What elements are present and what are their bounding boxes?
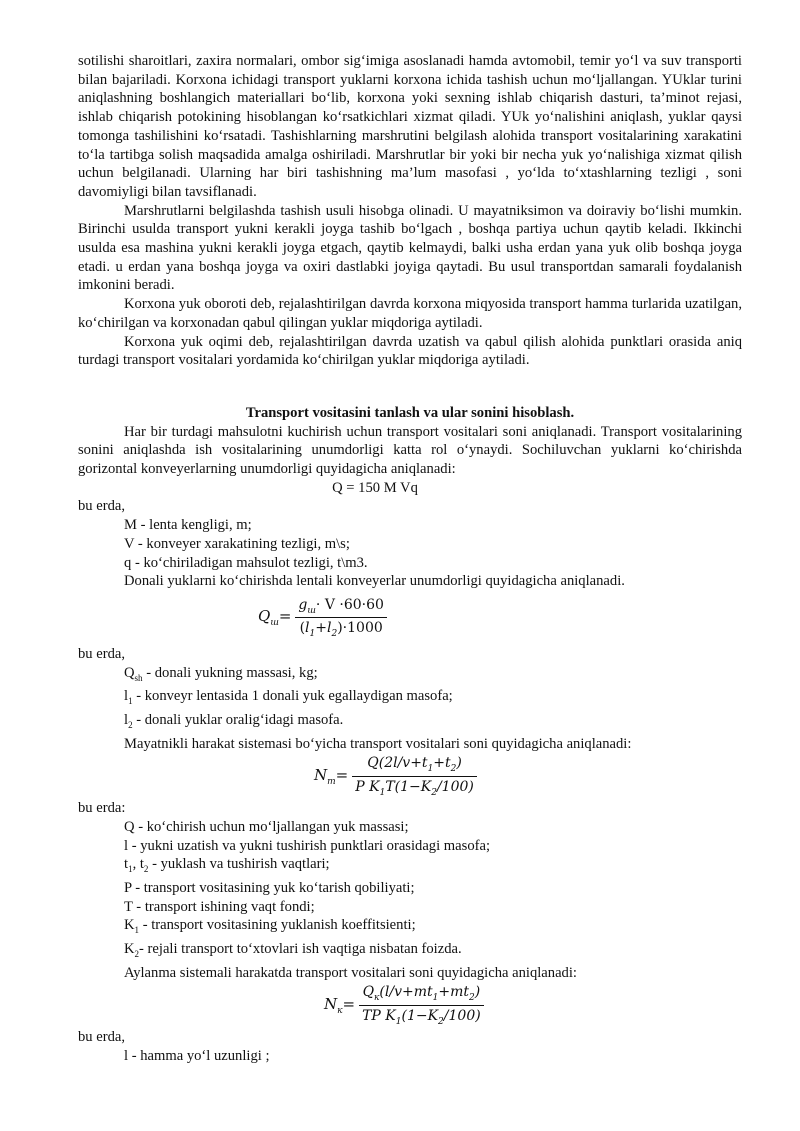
document-page (78, 52, 742, 1066)
formula-pendulum (78, 753, 742, 799)
definition-item: V - konveyer xarakatining tezligi, m\s; (124, 535, 350, 552)
definition-item: M - lenta kengligi, m; (124, 517, 252, 534)
paragraph: Donali yuklarni ko‘chirishda lentali konveyerlar unumdorligi quyidagicha aniqlanadi. (124, 573, 625, 590)
definition-item: T - transport ishining vaqt fondi; (124, 898, 315, 915)
definition-item: $l_1$ - konveyr lentasida 1 donali yuk egallaydigan masofa; (124, 688, 453, 707)
bu-erda-label: bu erda, (78, 645, 126, 662)
formula-lhs: $N_m=$ (314, 765, 349, 787)
formula-piece-conveyor (78, 591, 742, 645)
paragraph: Mayatnikli harakat sistemasi bo‘yicha transport vositalari soni quyidagicha aniqlanadi: (124, 735, 632, 752)
definition-item: l - yukni uzatish va yukni tushirish punktlari orasidagi masofa; (124, 837, 491, 854)
bu-erda-label: bu erda, (78, 498, 126, 515)
paragraph: Har bir turdagi mahsulotni kuchirish uchun transport vositalari soni aniqlanadi. Transport vositalarining sonini aniqlashda ish vositalarining unumdorligi katta rol o‘ynaydi. Sochiluvchan yuklarni ko‘chirishda gorizontal konveyerlarning unumdorligi quyidagicha aniqlanadi: (78, 423, 742, 478)
definition-item: $t_1$, $t_2$ - yuklash va tushirish vaqtlari; (124, 856, 330, 875)
formula-fraction: $\frac{g_ш\cdot V \cdot 60\cdot 60}{(l_1+l_2)\cdot 1000}$ (295, 597, 387, 640)
definition-item: Q - ko‘chirish uchun mo‘ljallangan yuk massasi; (124, 818, 409, 835)
definition-item: $K_2-$ rejali transport to‘xtovlari ish vaqtiga nisbatan foizda. (124, 940, 462, 959)
bu-erda-label: bu erda, (78, 1029, 126, 1046)
definition-item: q - ko‘chiriladigan mahsulot tezligi, t\m3. (124, 554, 368, 571)
definition-item: l - hamma yo‘l uzunligi ; (124, 1047, 270, 1064)
formula-lhs: $Q_ш=$ (258, 607, 292, 629)
formula-fraction: $\frac{Q_к(l/v+mt_1+mt_2)}{TP K_1(1-K_2/100)}$ (359, 984, 484, 1027)
section-heading: Transport vositasini tanlash va ular sonini hisoblash. (245, 404, 575, 421)
formula-fraction: $\frac{Q(2l/v+t_1+t_2)}{P K_1T(1-K_2/100)}$ (352, 755, 477, 798)
definition-item: $Q_{sh}$ - donali yukning massasi, kg; (124, 664, 318, 683)
formula-circular (78, 982, 742, 1028)
paragraph: Aylanma sistemali harakatda transport vositalari soni quyidagicha aniqlanadi: (124, 964, 577, 981)
paragraph: sotilishi sharoitlari, zaxira normalari, ombor sig‘imiga asoslanadi hamda avtomobil, temir yo‘l va suv transporti bilan bajariladi. Korxona ichidagi transport yuklarni korxona ichida tashish uchun mo‘ljallangan. YUklar turini aniqlashning boshlangich materiallari bo‘lib, korxona yoki sexning ishlab chiqarish dasturi, ta’minot rejasi, ishlab chiqarish potokining hisoblangan ko‘rsatkichlari xizmat qiladi. YUk yo‘nalishini aniqlash, yuklar qaysi tomonga tashilishini ko‘rsatadi. Tashishlarning marshrutini belgilash alohida transport vositalarining xarakatini to‘la tartibga solish maqsadida amalga oshiriladi. Marshrutlar bir yoki bir necha yuk yo‘nalishiga xizmat qilish uchun belgilanadi. Ularning har biri tashishning ma’lum masofasi , yo‘lda to‘xtashlarning tezligi , soni davomiyligi bilan tavsiflanadi. (78, 53, 742, 200)
paragraph: Korxona yuk oboroti deb, rejalashtirilgan davrda korxona miqyosida transport hamma turlarida uzatilgan, ko‘chirilgan va korxonadan qabul qilingan yuklar miqdoriga aytiladi. (78, 296, 742, 331)
formula-lhs: $N_к=$ (324, 994, 356, 1016)
definition-item: P - transport vositasining yuk ko‘tarish qobiliyati; (124, 879, 415, 896)
bu-erda-label: bu erda: (78, 800, 126, 817)
definition-item: $K_1$ - transport vositasining yuklanish koeffitsienti; (124, 917, 416, 936)
paragraph: Korxona yuk oqimi deb, rejalashtirilgan davrda uzatish va qabul qilish alohida punktlari orasida aniq turdagi transport vositalari yordamida ko‘chirilgan yuklar miqdoriga aytiladi. (78, 333, 742, 369)
definition-item: $l_2$ - donali yuklar oralig‘idagi masofa. (124, 711, 344, 730)
paragraph: Marshrutlarni belgilashda tashish usuli hisobga olinadi. U mayatniksimon va doiraviy bo‘lishi mumkin. Birinchi usulda transport yukni kerakli joyga tashib bo‘lgach , boshqa partiya uchun qaytib keladi. Ikkinchi usulda esa mashina yukni kerakli joyga etgach, qaytib kelmaydi, balki usha erdan yana yuk olib boshqa joyga etadi. u erdan yana boshqa joyga va oxiri dastlabki joyiga qaytadi. Bu usul transportdan samarali foydalanish imkonini beradi. (78, 202, 742, 294)
formula-conveyor: Q = 150 M Vq (332, 479, 418, 496)
